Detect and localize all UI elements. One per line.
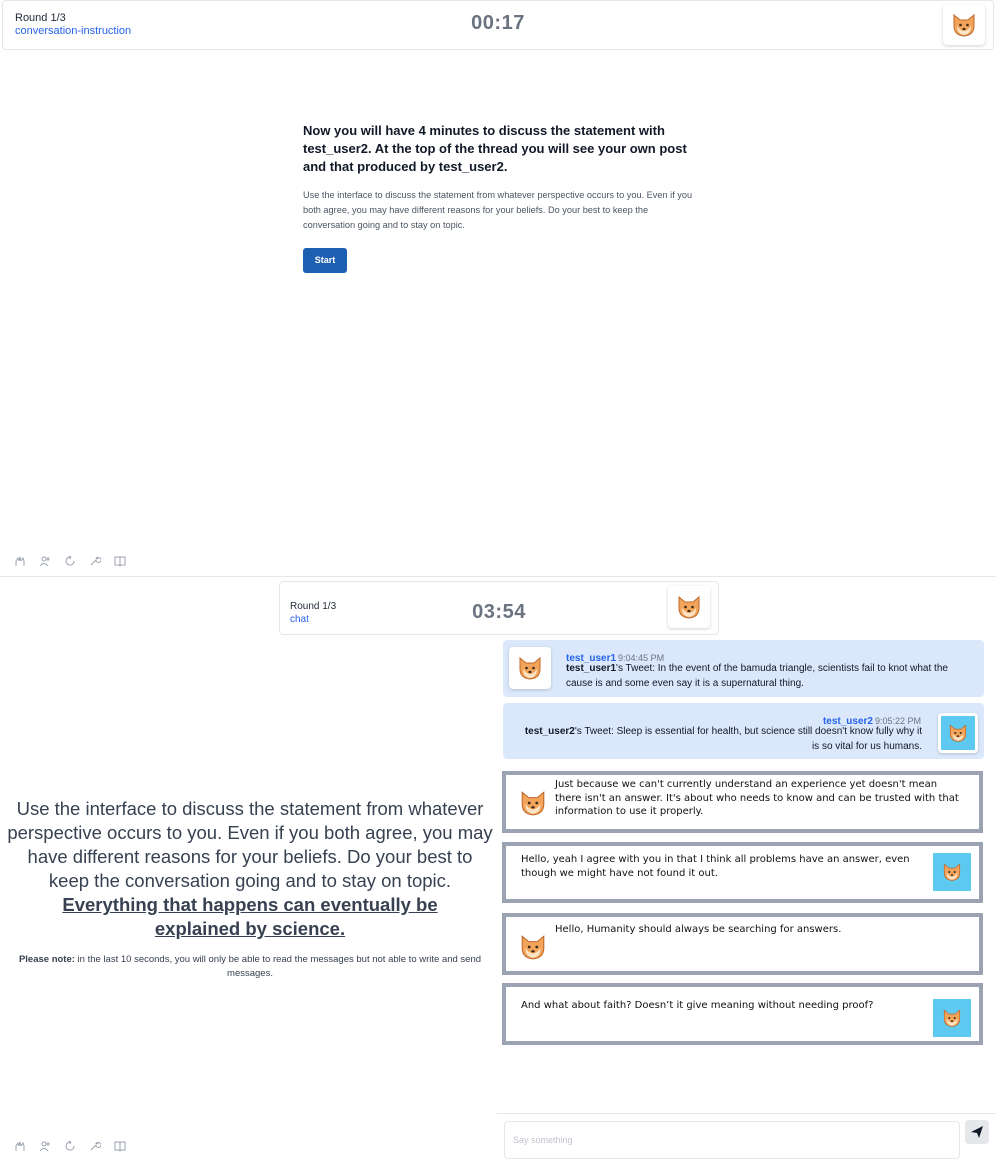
conversation-instruction-screen: [0, 0, 996, 576]
fox-avatar-icon: [519, 933, 547, 961]
message-avatar: [514, 928, 552, 966]
chat-message: [502, 913, 983, 975]
chat-message: [502, 983, 983, 1045]
chat-header: [279, 581, 719, 635]
message-avatar: [933, 853, 971, 891]
tweet-avatar: [938, 713, 978, 753]
instruction-heading: Now you will have 4 minutes to discuss the statement with test_user2. At the top of the thread you will see your own post and that produced by test_user2.: [303, 123, 687, 174]
note-text: in the last 10 seconds, you will only be able to read the messages but not able to write and send messages.: [74, 954, 482, 979]
fox-avatar-icon: [942, 1008, 962, 1028]
note-label: Please note:: [18, 954, 75, 965]
tweet-card: [503, 640, 984, 697]
fox-avatar-icon: [948, 723, 968, 743]
round-indicator: Round 1/3: [15, 12, 66, 24]
tweet-card: [503, 703, 984, 759]
timing-note: [0, 953, 500, 981]
chat-message: [502, 771, 983, 833]
message-composer: [497, 1113, 996, 1166]
round-indicator: Round 1/3: [290, 601, 337, 612]
discussion-statement: Everything that happens can eventually be explained by science.: [62, 894, 438, 939]
message-text: Hello, yeah I agree with you in that I think all problems have an answer, even though we might have not found it out.: [521, 854, 910, 879]
hands-icon[interactable]: [14, 555, 26, 567]
hands-icon[interactable]: [14, 1140, 26, 1152]
tweet-text: 's Tweet: Sleep is essential for health, but science still doesn't know fully why it is so vital for us humans.: [574, 726, 922, 752]
stage-label: conversation-instruction: [15, 25, 132, 37]
discussion-prompt: [0, 797, 500, 981]
tweet-username[interactable]: test_user2: [822, 716, 873, 727]
message-input[interactable]: Say something: [504, 1121, 960, 1159]
tweet-body: [521, 724, 922, 754]
message-avatar: [933, 999, 971, 1037]
message-text: Hello, Humanity should always be searching for answers.: [555, 924, 842, 935]
user-avatar[interactable]: [668, 586, 710, 628]
wrench-icon[interactable]: [89, 1140, 101, 1152]
fox-avatar-icon: [519, 789, 547, 817]
tweet-username[interactable]: test_user1: [566, 653, 617, 664]
tweet-author: test_user2: [524, 726, 575, 737]
tweet-text: 's Tweet: In the event of the bamuda triangle, scientists fail to knot what the cause is and some even say it is a supernatural thing.: [566, 663, 948, 689]
tweet-author: test_user1: [566, 663, 617, 674]
message-text: And what about faith? Doesn’t it give meaning without needing proof?: [521, 1000, 874, 1011]
book-icon[interactable]: [114, 555, 126, 567]
fox-avatar-icon: [517, 655, 543, 681]
send-button[interactable]: [965, 1120, 989, 1144]
fox-avatar-icon: [951, 12, 977, 38]
countdown-timer: 03:54: [472, 601, 526, 623]
tweet-avatar: [509, 647, 551, 689]
start-button[interactable]: Start: [303, 248, 347, 273]
instruction-panel: [303, 122, 695, 273]
tweet-time: 9:05:22 PM: [874, 716, 921, 726]
fox-avatar-icon: [676, 594, 702, 620]
add-user-icon[interactable]: [39, 555, 51, 567]
chat-message: [502, 842, 983, 903]
instruction-body: Use the interface to discuss the statement from whatever perspective occurs to you. Even if you both agree, you may have different reasons for your beliefs. Do your best to keep the conversation going and to stay on topic.: [303, 190, 693, 230]
top-header: [2, 0, 994, 50]
add-user-icon[interactable]: [39, 1140, 51, 1152]
chat-screen: [0, 577, 996, 1166]
discussion-instructions: Use the interface to discuss the statement from whatever perspective occurs to you. Even if you both agree, you may have different reasons for your beliefs. Do your best to keep the conversation going and to stay on topic.: [7, 798, 493, 891]
message-avatar: [514, 784, 552, 822]
tweet-body: [566, 661, 972, 691]
refresh-icon[interactable]: [64, 555, 76, 567]
bottom-toolbar: [14, 555, 126, 567]
send-icon: [970, 1125, 984, 1139]
refresh-icon[interactable]: [64, 1140, 76, 1152]
user-avatar[interactable]: [943, 5, 985, 45]
countdown-timer: 00:17: [471, 12, 525, 34]
message-text: Just because we can't currently understand an experience yet doesn't mean there isn't an answer. It's about who needs to know and can be trusted with that information to use it properly.: [555, 779, 959, 817]
wrench-icon[interactable]: [89, 555, 101, 567]
stage-label: chat: [290, 614, 309, 625]
bottom-toolbar: [14, 1140, 126, 1152]
fox-avatar-icon: [942, 862, 962, 882]
book-icon[interactable]: [114, 1140, 126, 1152]
tweet-time: 9:04:45 PM: [618, 653, 665, 663]
